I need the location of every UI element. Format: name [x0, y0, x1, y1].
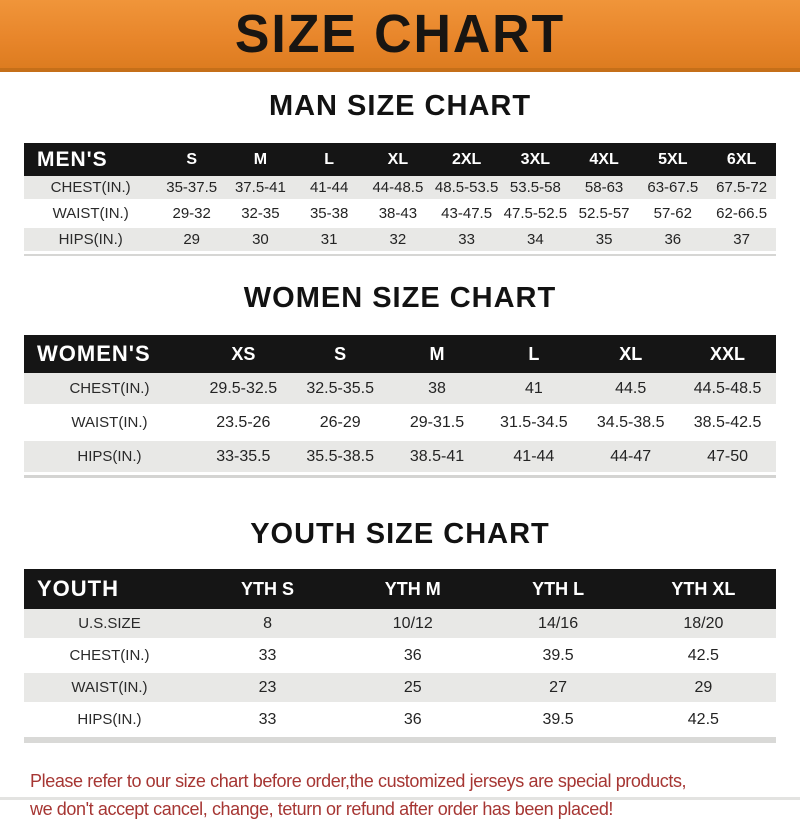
size-value-cell: 27: [485, 673, 630, 705]
size-value-cell: 32-35: [226, 202, 295, 228]
banner: [0, 0, 800, 72]
size-value-cell: 42.5: [631, 705, 776, 737]
size-value-cell: 52.5-57: [570, 202, 639, 228]
table-row: [24, 441, 776, 475]
size-column-header: 6XL: [707, 143, 776, 176]
size-value-cell: 47-50: [679, 441, 776, 475]
table-corner-label: MEN'S: [24, 143, 157, 176]
size-column-header: M: [226, 143, 295, 176]
table-row: [24, 407, 776, 441]
section-men: [0, 90, 800, 256]
footer-line-2: we don't accept cancel, change, teturn or refund after order has been placed!: [30, 799, 614, 819]
size-value-cell: 32: [364, 228, 433, 254]
row-label: CHEST(IN.): [24, 641, 195, 673]
size-column-header: M: [389, 335, 486, 373]
size-value-cell: 35-38: [295, 202, 364, 228]
size-value-cell: 43-47.5: [432, 202, 501, 228]
size-column-header: L: [485, 335, 582, 373]
size-value-cell: 14/16: [485, 609, 630, 641]
men-size-table: [24, 143, 776, 256]
size-value-cell: 31.5-34.5: [485, 407, 582, 441]
size-value-cell: 23.5-26: [195, 407, 292, 441]
page-title: SIZE CHART: [234, 4, 566, 64]
size-value-cell: 44.5: [582, 373, 679, 407]
size-value-cell: 33: [432, 228, 501, 254]
size-value-cell: 33: [195, 641, 340, 673]
size-column-header: YTH S: [195, 569, 340, 609]
size-column-header: YTH XL: [631, 569, 776, 609]
size-value-cell: 42.5: [631, 641, 776, 673]
table-row: [24, 373, 776, 407]
size-value-cell: 38: [389, 373, 486, 407]
table-row: [24, 609, 776, 641]
size-value-cell: 41-44: [295, 176, 364, 202]
row-label: CHEST(IN.): [24, 373, 195, 407]
row-label: WAIST(IN.): [24, 202, 157, 228]
table-row: [24, 673, 776, 705]
men-header-row: [24, 143, 776, 176]
row-label: U.S.SIZE: [24, 609, 195, 641]
size-value-cell: 44.5-48.5: [679, 373, 776, 407]
size-value-cell: 57-62: [638, 202, 707, 228]
size-value-cell: 37: [707, 228, 776, 254]
size-value-cell: 25: [340, 673, 485, 705]
size-value-cell: 38.5-42.5: [679, 407, 776, 441]
size-value-cell: 38.5-41: [389, 441, 486, 475]
size-column-header: S: [292, 335, 389, 373]
size-value-cell: 53.5-58: [501, 176, 570, 202]
size-value-cell: 35: [570, 228, 639, 254]
size-value-cell: 35-37.5: [157, 176, 226, 202]
row-label: WAIST(IN.): [24, 673, 195, 705]
size-value-cell: 26-29: [292, 407, 389, 441]
size-value-cell: 62-66.5: [707, 202, 776, 228]
section-women: [0, 282, 800, 478]
section-title-youth: YOUTH SIZE CHART: [250, 518, 550, 550]
women-header-row: [24, 335, 776, 373]
row-label: HIPS(IN.): [24, 228, 157, 254]
size-value-cell: 41-44: [485, 441, 582, 475]
row-label: WAIST(IN.): [24, 407, 195, 441]
size-value-cell: 58-63: [570, 176, 639, 202]
size-column-header: 2XL: [432, 143, 501, 176]
size-value-cell: 39.5: [485, 641, 630, 673]
size-value-cell: 44-48.5: [364, 176, 433, 202]
size-value-cell: 29-31.5: [389, 407, 486, 441]
size-column-header: XL: [364, 143, 433, 176]
section-youth: [0, 518, 800, 743]
size-column-header: YTH M: [340, 569, 485, 609]
row-label: HIPS(IN.): [24, 441, 195, 475]
footer-note: [0, 767, 800, 823]
size-value-cell: 31: [295, 228, 364, 254]
size-value-cell: 63-67.5: [638, 176, 707, 202]
size-value-cell: 38-43: [364, 202, 433, 228]
size-column-header: XXL: [679, 335, 776, 373]
size-value-cell: 23: [195, 673, 340, 705]
size-value-cell: 34.5-38.5: [582, 407, 679, 441]
table-row: [24, 705, 776, 737]
size-value-cell: 29: [631, 673, 776, 705]
size-value-cell: 32.5-35.5: [292, 373, 389, 407]
size-value-cell: 67.5-72: [707, 176, 776, 202]
footer-line-1: Please refer to our size chart before order,the customized jerseys are special products,: [30, 771, 687, 791]
section-title-women: WOMEN SIZE CHART: [243, 282, 557, 314]
size-value-cell: 36: [340, 641, 485, 673]
size-value-cell: 29.5-32.5: [195, 373, 292, 407]
size-value-cell: 8: [195, 609, 340, 641]
size-value-cell: 10/12: [340, 609, 485, 641]
size-column-header: YTH L: [485, 569, 630, 609]
size-value-cell: 36: [340, 705, 485, 737]
table-row: [24, 228, 776, 254]
row-label: HIPS(IN.): [24, 705, 195, 737]
size-value-cell: 18/20: [631, 609, 776, 641]
table-row: [24, 176, 776, 202]
size-value-cell: 33: [195, 705, 340, 737]
women-size-table: [24, 335, 776, 478]
size-value-cell: 35.5-38.5: [292, 441, 389, 475]
youth-header-row: [24, 569, 776, 609]
size-column-header: L: [295, 143, 364, 176]
size-value-cell: 48.5-53.5: [432, 176, 501, 202]
size-value-cell: 39.5: [485, 705, 630, 737]
size-column-header: XL: [582, 335, 679, 373]
section-title-men: MAN SIZE CHART: [268, 90, 532, 122]
table-row: [24, 202, 776, 228]
size-value-cell: 44-47: [582, 441, 679, 475]
size-value-cell: 34: [501, 228, 570, 254]
table-row: [24, 641, 776, 673]
size-value-cell: 47.5-52.5: [501, 202, 570, 228]
size-value-cell: 33-35.5: [195, 441, 292, 475]
size-column-header: 3XL: [501, 143, 570, 176]
size-column-header: 4XL: [570, 143, 639, 176]
size-value-cell: 29-32: [157, 202, 226, 228]
size-column-header: S: [157, 143, 226, 176]
table-corner-label: YOUTH: [24, 569, 195, 609]
table-corner-label: WOMEN'S: [24, 335, 195, 373]
size-value-cell: 37.5-41: [226, 176, 295, 202]
size-value-cell: 29: [157, 228, 226, 254]
size-column-header: 5XL: [638, 143, 707, 176]
youth-size-table: [24, 569, 776, 743]
size-value-cell: 36: [638, 228, 707, 254]
row-label: CHEST(IN.): [24, 176, 157, 202]
size-value-cell: 30: [226, 228, 295, 254]
size-value-cell: 41: [485, 373, 582, 407]
size-column-header: XS: [195, 335, 292, 373]
